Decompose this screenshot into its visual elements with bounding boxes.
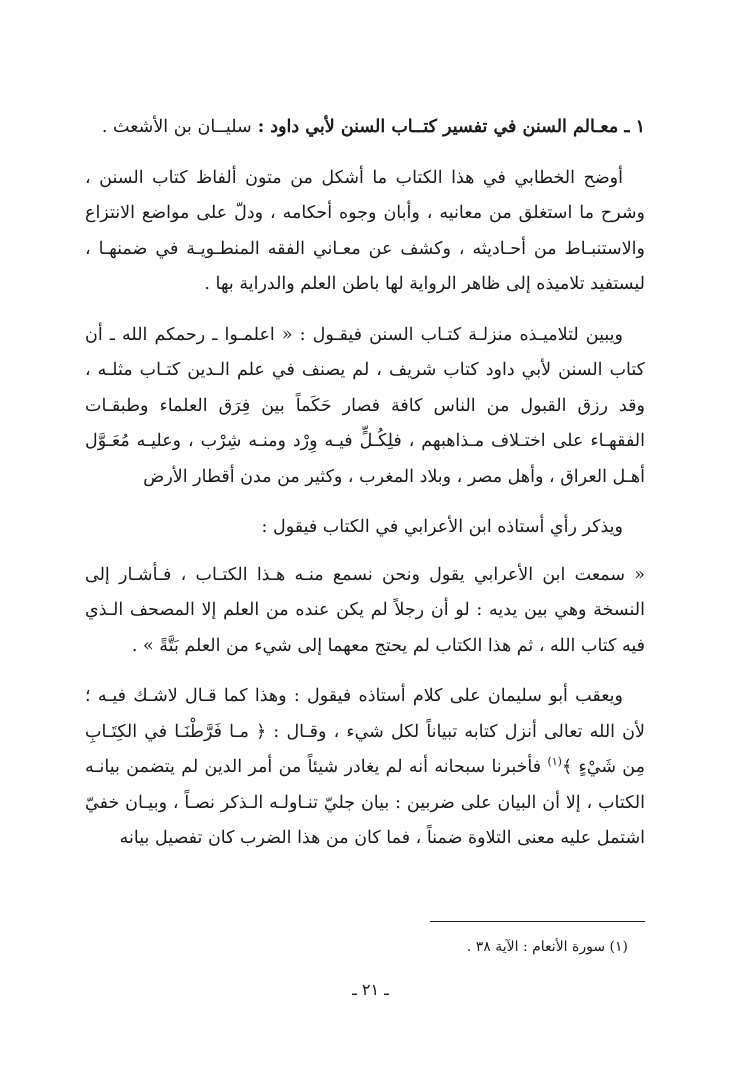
paragraph-ibn-alarabi-quote: « سمعت ابن الأعرابي يقول ونحن نسمع منـه هـذا الكتـاب ، فـأشـار إلى النسخة وهي بين يديه : لو أن رجلاً لم يكن عنده من العلم إلا المصحف الـذي فيه كتاب الله ، ثم هذا الكتاب لم يحتج معهما إلى شيء من العلم بَتَّةً » . — [85, 564, 645, 656]
section-heading — [85, 110, 645, 146]
paragraph-book-status: ويبين لتلاميـذه منزلـة كتـاب السنن فيقـول : « اعلمـوا ـ رحمكم الله ـ أن كتاب السنن لأبي داود كتاب شريف ، لم يصنف في علم الـدين كتـاب مثلـه ، وقد رزق القبول من الناس كافة فصار حَكَماً بين فِرَق العلماء وطبقـات الفقهـاء على اختـلاف مـذاهبهم ، فلِكُـلٍّ فيـه وِرْد ومنـه شِرْب ، وعليـه مُعَـوَّل أهـل العراق ، وأهل مصر ، وبلاد المغرب ، وكثير من مدن أقطار الأرض — [85, 324, 645, 487]
paragraph-comment-part2: فأخبرنا سبحانه أنه لم يغادر شيئاً من أمر الدين لم يتضمن بيانـه الكتاب ، إلا أن البيان على ضربين : بيان جليّ تنـاولـه الـذكر نصـاً ، وبيـان خفيّ اشتمل عليه معنى التلاوة ضمناً ، فما كان من هذا الضرب كان تفصيل بيانه — [85, 757, 645, 848]
paragraph-teacher-opinion-intro: ويذكر رأي أستاذه ابن الأعرابي في الكتاب فيقول : — [261, 517, 623, 537]
paragraph-comment-part1: ويعقب أبو سليمان على كلام أستاذه فيقول : وهذا كما قـال لاشـك فيـه ؛ لأن الله تعالى أنزل كتابه تبياناً لكل شيء ، وقـال : ﴿ مـا فَرَّطْنَـا في الكِتَـابِ مِن شَيْءٍ ﴾ — [85, 686, 645, 777]
footnote-divider — [430, 921, 645, 922]
heading-author: سليــان بن الأشعث . — [101, 117, 252, 137]
paragraph-khattabi-explains: أوضح الخطابي في هذا الكتاب ما أشكل من متون ألفاظ كتاب السنن ، وشرح ما استغلق من معانيه ، وأبان وجوه أحكامه ، ودلّ على مواضع الانتزاع والاستنبـاط من أحـاديثه ، وكشف عن معـاني الفقه المنطـويـة في ضمنهـا ، ليستفيد تلاميذه إلى ظاهر الرواية لها باطن العلم والدراية بها . — [85, 167, 645, 294]
paragraph-abu-sulayman-comment — [85, 679, 645, 857]
page-number: ـ ٢١ ـ — [352, 980, 389, 999]
footnote-reference: (١) — [547, 755, 562, 769]
main-text — [85, 110, 645, 872]
heading-title: معـالم السنن في تفسير كتــاب السنن لأبي داود : — [257, 117, 619, 137]
footnote: (١) سورة الأنعام : الآية ٣٨ . — [466, 939, 628, 955]
heading-number: ١ ـ — [624, 117, 645, 137]
